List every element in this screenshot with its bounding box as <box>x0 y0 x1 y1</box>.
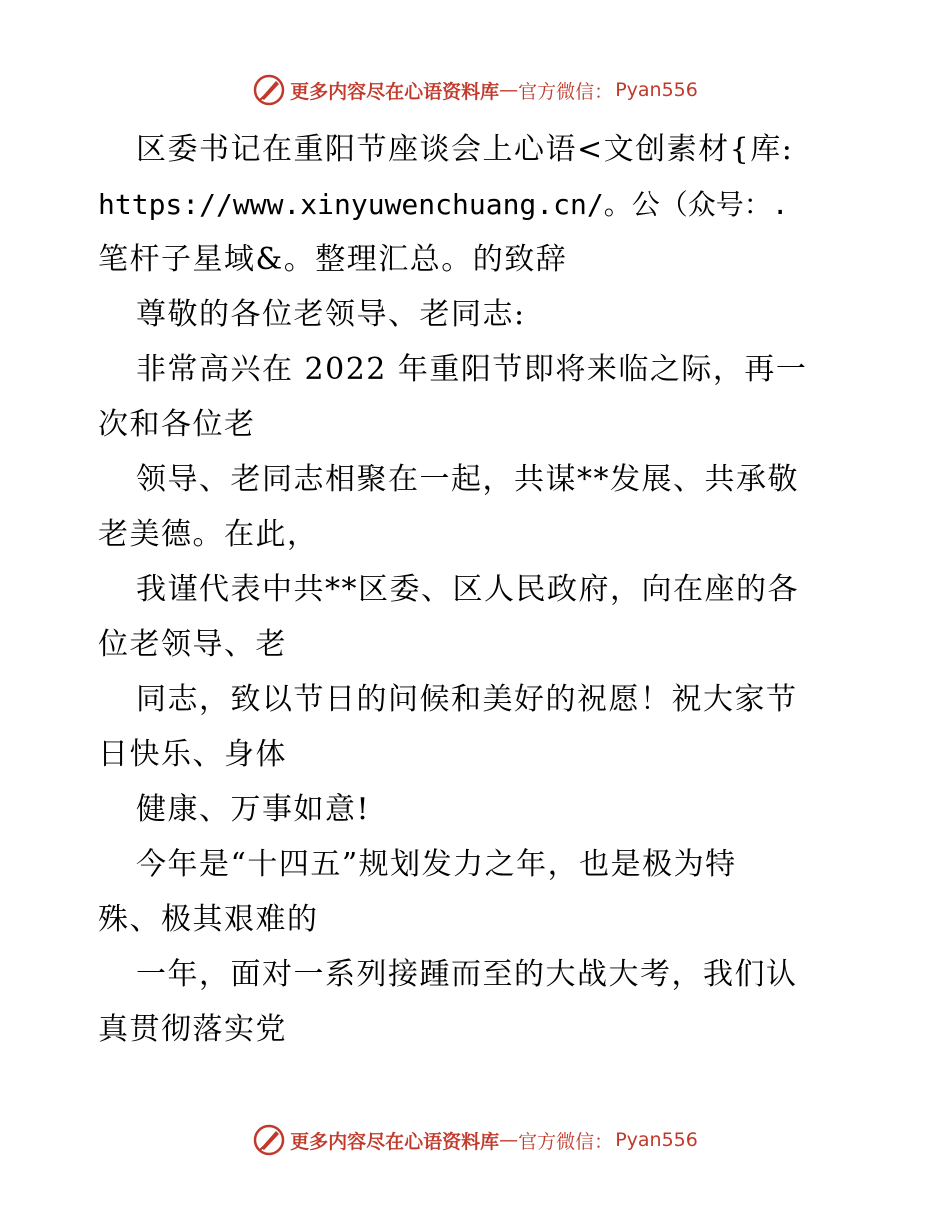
banner-brand: 更多内容尽在心语资料库 <box>290 1130 500 1153</box>
banner-brand: 更多内容尽在心语资料库 <box>290 80 500 103</box>
footer-banner <box>0 1120 950 1160</box>
text-line: 区委书记在重阳节座谈会上心语<文创素材{库: <box>136 132 794 167</box>
text-line: 真贯彻落实党 <box>98 1012 287 1047</box>
banner-separator: — <box>499 1129 519 1151</box>
banner-wechat-id: Pyan556 <box>615 1129 698 1151</box>
text-line: 我谨代表中共**区委、区人民政府，向在座的各 <box>136 572 799 607</box>
text-line: 同志，致以节日的问候和美好的祝愿！祝大家节 <box>136 682 798 717</box>
text-line: 尊敬的各位老领导、老同志: <box>136 297 526 332</box>
quill-logo-icon <box>252 73 286 107</box>
text-line: 健康、万事如意! <box>136 792 371 827</box>
text-line: 日快乐、身体 <box>98 737 287 772</box>
text-line: 位老领导、老 <box>98 627 287 662</box>
banner-wechat-id: Pyan556 <box>615 79 698 101</box>
text-line: https://www.xinyuwenchuang.cn/。公（众号：. <box>98 188 789 221</box>
text-line: 笔杆子星域&。整理汇总。的致辞 <box>98 242 568 277</box>
banner-separator: — <box>499 79 519 101</box>
text-line: 一年，面对一系列接踵而至的大战大考，我们认 <box>136 957 798 992</box>
text-line: 今年是“十四五”规划发力之年，也是极为特 <box>136 847 737 882</box>
text-line: 领导、老同志相聚在一起，共谋**发展、共承敬 <box>136 462 799 497</box>
banner-official-label: 官方微信： <box>518 1130 614 1153</box>
text-line: 老美德。在此， <box>98 517 319 552</box>
quill-logo-icon <box>252 1123 286 1157</box>
text-line: 次和各位老 <box>98 407 256 442</box>
header-banner <box>0 70 950 110</box>
banner-official-label: 官方微信： <box>518 80 614 103</box>
text-line: 殊、极其艰难的 <box>98 902 319 937</box>
document-body <box>98 122 858 1057</box>
text-line: 非常高兴在 2022 年重阳节即将来临之际，再一 <box>136 352 808 387</box>
